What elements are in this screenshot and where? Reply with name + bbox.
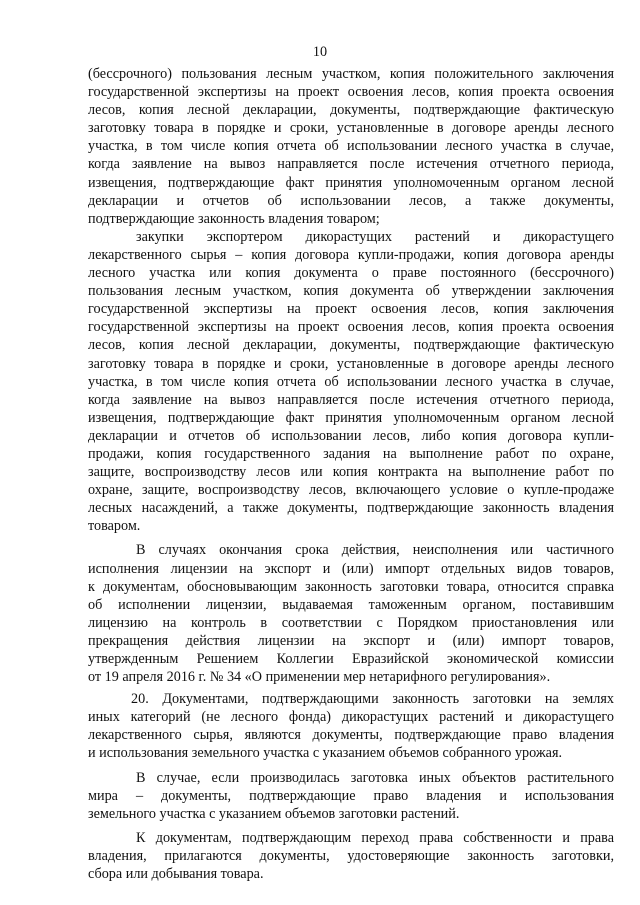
text-line: К документам, подтверждающим переход права собственности и права: [136, 829, 614, 846]
text-line: лесных насаждений, а также документы, подтверждающие законность владения: [88, 500, 614, 517]
text-line: охране, защите, воспроизводству лесов, включающего условие о купле-продаже: [88, 482, 614, 499]
text-line: утвержденным Решением Коллегии Евразийской экономической комиссии: [88, 651, 614, 667]
text-line: когда заявление на вывоз направляется после истечения отчетного периода,: [88, 391, 614, 408]
text-line: (бессрочного) пользования лесным участком, копия положительного заключения: [88, 66, 614, 82]
text-line: государственной экспертизы на проект освоения лесов, копия проекта освоения: [88, 319, 614, 336]
paragraph: [88, 769, 614, 823]
text-line: продажи, копия государственного задания на выполнение работ по охране,: [88, 445, 614, 462]
text-line: государственной экспертизы на проект освоения лесов, копия заключения: [88, 301, 614, 318]
text-line: от 19 апреля 2016 г. № 34 «О применении мер нетарифного регулирования».: [88, 669, 551, 686]
text-line: когда заявление на вывоз направляется после истечения отчетного периода,: [88, 156, 614, 173]
text-line: земельного участка с указанием объемов заготовки растений.: [88, 805, 460, 822]
text-line: лесного участка или копия документа о праве постоянного (бессрочного): [88, 265, 614, 282]
text-line: сбора или добывания товара.: [88, 866, 264, 883]
text-line: к документам, обосновывающим законность заготовки товара, относится справка: [88, 578, 614, 595]
text-line: извещения, подтверждающие факт принятия уполномоченным органом лесной: [88, 174, 614, 191]
text-line: декларации и отчетов об использовании лесов, либо копия договора купли-: [88, 427, 614, 444]
text-line: участка, в том числе копия отчета об использовании лесного участка в случае,: [88, 138, 614, 155]
paragraph: [88, 541, 614, 686]
paragraph: [88, 228, 614, 536]
text-line: прекращения действия лицензии на экспорт и (или) импорт товаров,: [88, 632, 614, 649]
text-line: об исполнении лицензии, выдаваемая таможенным органом, поставившим: [88, 596, 614, 613]
paragraph: [88, 65, 614, 228]
text-line: мира – документы, подтверждающие право владения и использования: [88, 787, 614, 804]
text-line: лекарственного сырья, являются документы, подтверждающие право владения: [88, 727, 614, 744]
text-line: участка, в том числе копия отчета об использовании лесного участка в случае,: [88, 373, 614, 390]
text-line: товаром.: [88, 518, 141, 535]
document-body: [88, 65, 614, 883]
paragraph: [88, 829, 614, 883]
text-line: лекарственного сырья – копия договора купли-продажи, копия договора аренды: [88, 246, 614, 263]
text-line: закупки экспортером дикорастущих растений и дикорастущего: [136, 228, 614, 245]
text-line: 20. Документами, подтверждающими законность заготовки на землях: [131, 691, 614, 708]
text-line: В случае, если производилась заготовка иных объектов растительного: [136, 769, 614, 786]
text-line: подтверждающие законность владения товаром;: [88, 210, 380, 227]
text-line: заготовку товара в порядке и сроки, установленные в договоре аренды лесного: [88, 355, 614, 372]
text-line: государственной экспертизы на проект освоения лесов, копия проекта освоения: [88, 84, 614, 101]
text-line: пользования лесным участком, копия документа об утверждении заключения: [88, 283, 614, 300]
text-line: декларации и отчетов об использовании лесов, а также документы,: [88, 192, 614, 209]
text-line: и использования земельного участка с указанием объемов собранного урожая.: [88, 745, 563, 762]
text-line: извещения, подтверждающие факт принятия уполномоченным органом лесной: [88, 409, 614, 426]
text-line: иных категорий (не лесного фонда) дикорастущих растений и дикорастущего: [88, 709, 614, 726]
text-line: лесов, копия лесной декларации, документы, подтверждающие фактическую: [88, 337, 614, 354]
text-line: владения, прилагаются документы, удостоверяющие законность заготовки,: [88, 847, 614, 864]
text-line: лесов, копия лесной декларации, документы, подтверждающие фактическую: [88, 102, 614, 119]
text-line: В случаях окончания срока действия, неисполнения или частичного: [136, 542, 614, 559]
page-number: 10: [312, 44, 328, 60]
text-line: заготовку товара в порядке и сроки, установленные в договоре аренды лесного: [88, 120, 614, 137]
text-line: защите, воспроизводству лесов или копия контракта на выполнение работ по: [88, 464, 614, 481]
text-line: исполнения лицензии на экспорт и (или) импорт отдельных видов товаров,: [88, 560, 614, 577]
paragraph: [88, 690, 614, 762]
text-line: лицензию на контроль в соответствии с Порядком приостановления или: [88, 614, 614, 631]
